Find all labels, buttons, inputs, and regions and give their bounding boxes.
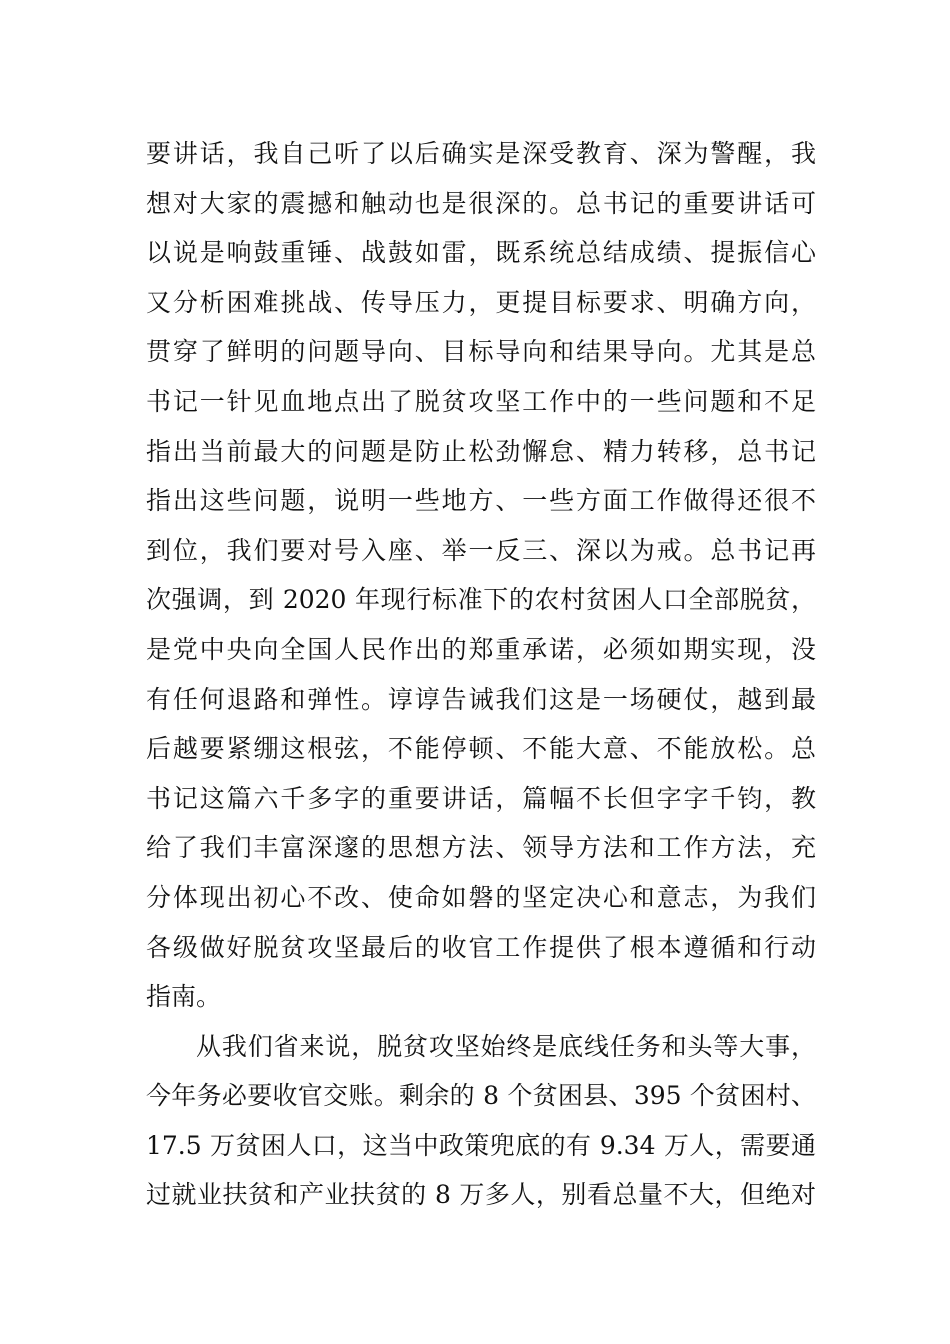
text-line: 到位，我们要对号入座、举一反三、深以为戒。总书记再 <box>146 535 816 565</box>
text-line: 分体现出初心不改、使命如磐的坚定决心和意志，为我们 <box>146 882 816 912</box>
text-line: 以说是响鼓重锤、战鼓如雷，既系统总结成绩、提振信心 <box>146 238 816 268</box>
text-line: 书记这篇六千多字的重要讲话，篇幅不长但字字千钧，教 <box>146 783 816 813</box>
text-line: 有任何退路和弹性。谆谆告诫我们这是一场硬仗，越到最 <box>146 684 816 714</box>
text-line: 各级做好脱贫攻坚最后的收官工作提供了根本遵循和行动 <box>146 932 816 962</box>
body-text <box>146 129 816 1220</box>
text-line: 指出当前最大的问题是防止松劲懈怠、精力转移，总书记 <box>146 436 816 466</box>
text-line: 要讲话，我自己听了以后确实是深受教育、深为警醒，我 <box>146 139 816 168</box>
text-line: 又分析困难挑战、传导压力，更提目标要求、明确方向， <box>146 287 816 317</box>
text-line: 过就业扶贫和产业扶贫的 8 万多人，别看总量不大，但绝对 <box>146 1180 816 1210</box>
paragraph-1 <box>146 129 816 1022</box>
text-line: 给了我们丰富深邃的思想方法、领导方法和工作方法，充 <box>146 833 816 863</box>
text-line: 从我们省来说，脱贫攻坚始终是底线任务和头等大事， <box>196 1031 816 1061</box>
text-line: 指南。 <box>146 982 222 1012</box>
text-line: 想对大家的震撼和触动也是很深的。总书记的重要讲话可 <box>146 188 816 218</box>
text-line: 今年务必要收官交账。剩余的 8 个贫困县、395 个贫困村、 <box>146 1081 816 1111</box>
paragraph-2 <box>146 1022 816 1220</box>
text-line: 贯穿了鲜明的问题导向、目标导向和结果导向。尤其是总 <box>146 337 816 367</box>
text-line: 是党中央向全国人民作出的郑重承诺，必须如期实现，没 <box>146 634 816 664</box>
text-line: 次强调，到 2020 年现行标准下的农村贫困人口全部脱贫， <box>146 585 816 615</box>
text-line: 书记一针见血地点出了脱贫攻坚工作中的一些问题和不足 <box>146 386 816 416</box>
text-line: 指出这些问题，说明一些地方、一些方面工作做得还很不 <box>146 486 816 516</box>
text-line: 17.5 万贫困人口，这当中政策兜底的有 9.34 万人，需要通 <box>146 1130 816 1160</box>
text-line: 后越要紧绷这根弦，不能停顿、不能大意、不能放松。总 <box>146 734 816 764</box>
